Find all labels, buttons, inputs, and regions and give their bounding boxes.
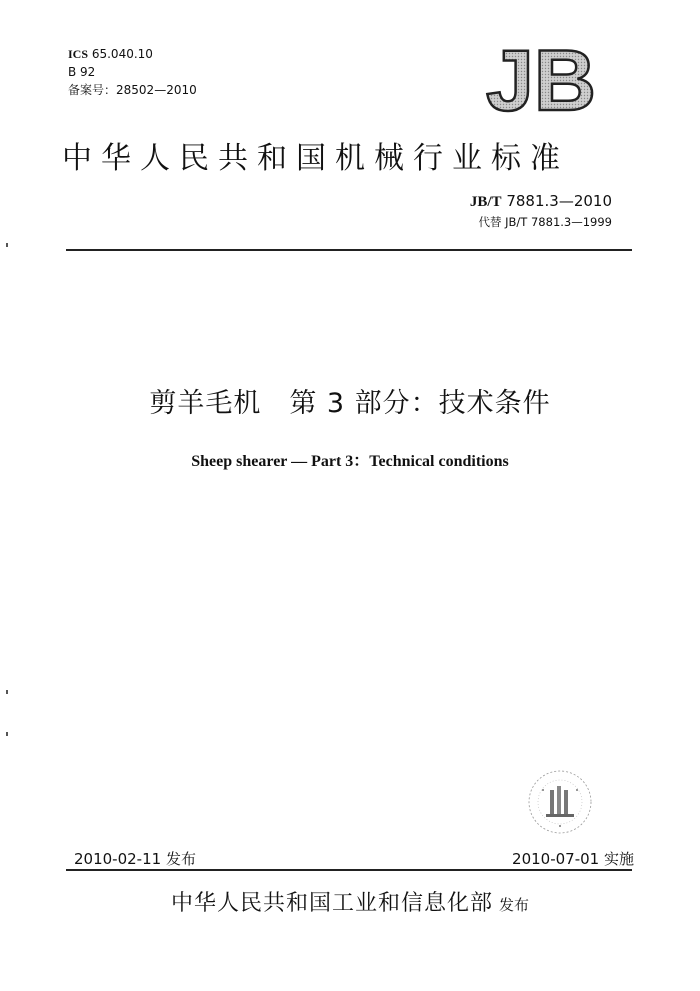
classification-code: B 92 [68, 65, 96, 79]
standard-number [470, 192, 612, 211]
scan-mark [6, 732, 8, 736]
record-number [68, 81, 197, 99]
publisher-action: 发布 [499, 896, 530, 914]
ics-label: ICS [68, 47, 89, 61]
ministry-seal [526, 768, 594, 836]
replaces-label: 代替 [478, 215, 502, 229]
record-value: 28502—2010 [116, 83, 197, 97]
standard-number-value: 7881.3—2010 [506, 192, 612, 210]
bottom-divider [66, 869, 632, 871]
issuer-title: 中华人民共和国机械行业标准 [62, 141, 569, 176]
top-divider [66, 249, 632, 251]
title-chinese: 剪羊毛机 第 3 部分：技术条件 [149, 388, 551, 419]
scan-mark [6, 690, 8, 694]
implementation-date: 2010-07-01 实施 [512, 850, 634, 868]
jb-logo [478, 40, 604, 118]
title-english: Sheep shearer — Part 3：Technical conditions [191, 453, 509, 470]
scan-mark [6, 243, 8, 247]
ics-value: 65.040.10 [91, 47, 153, 61]
publisher-organization: 中华人民共和国工业和信息化部 [170, 891, 493, 916]
publisher [0, 886, 700, 917]
ics-code [68, 45, 153, 63]
logo-text: JB [486, 40, 596, 118]
replaces-value: JB/T 7881.3—1999 [505, 215, 612, 229]
replaces-standard [479, 214, 613, 230]
record-label: 备案号： [68, 83, 117, 97]
standard-prefix: JB/T [469, 194, 502, 210]
issue-date: 2010-02-11 发布 [74, 850, 196, 868]
